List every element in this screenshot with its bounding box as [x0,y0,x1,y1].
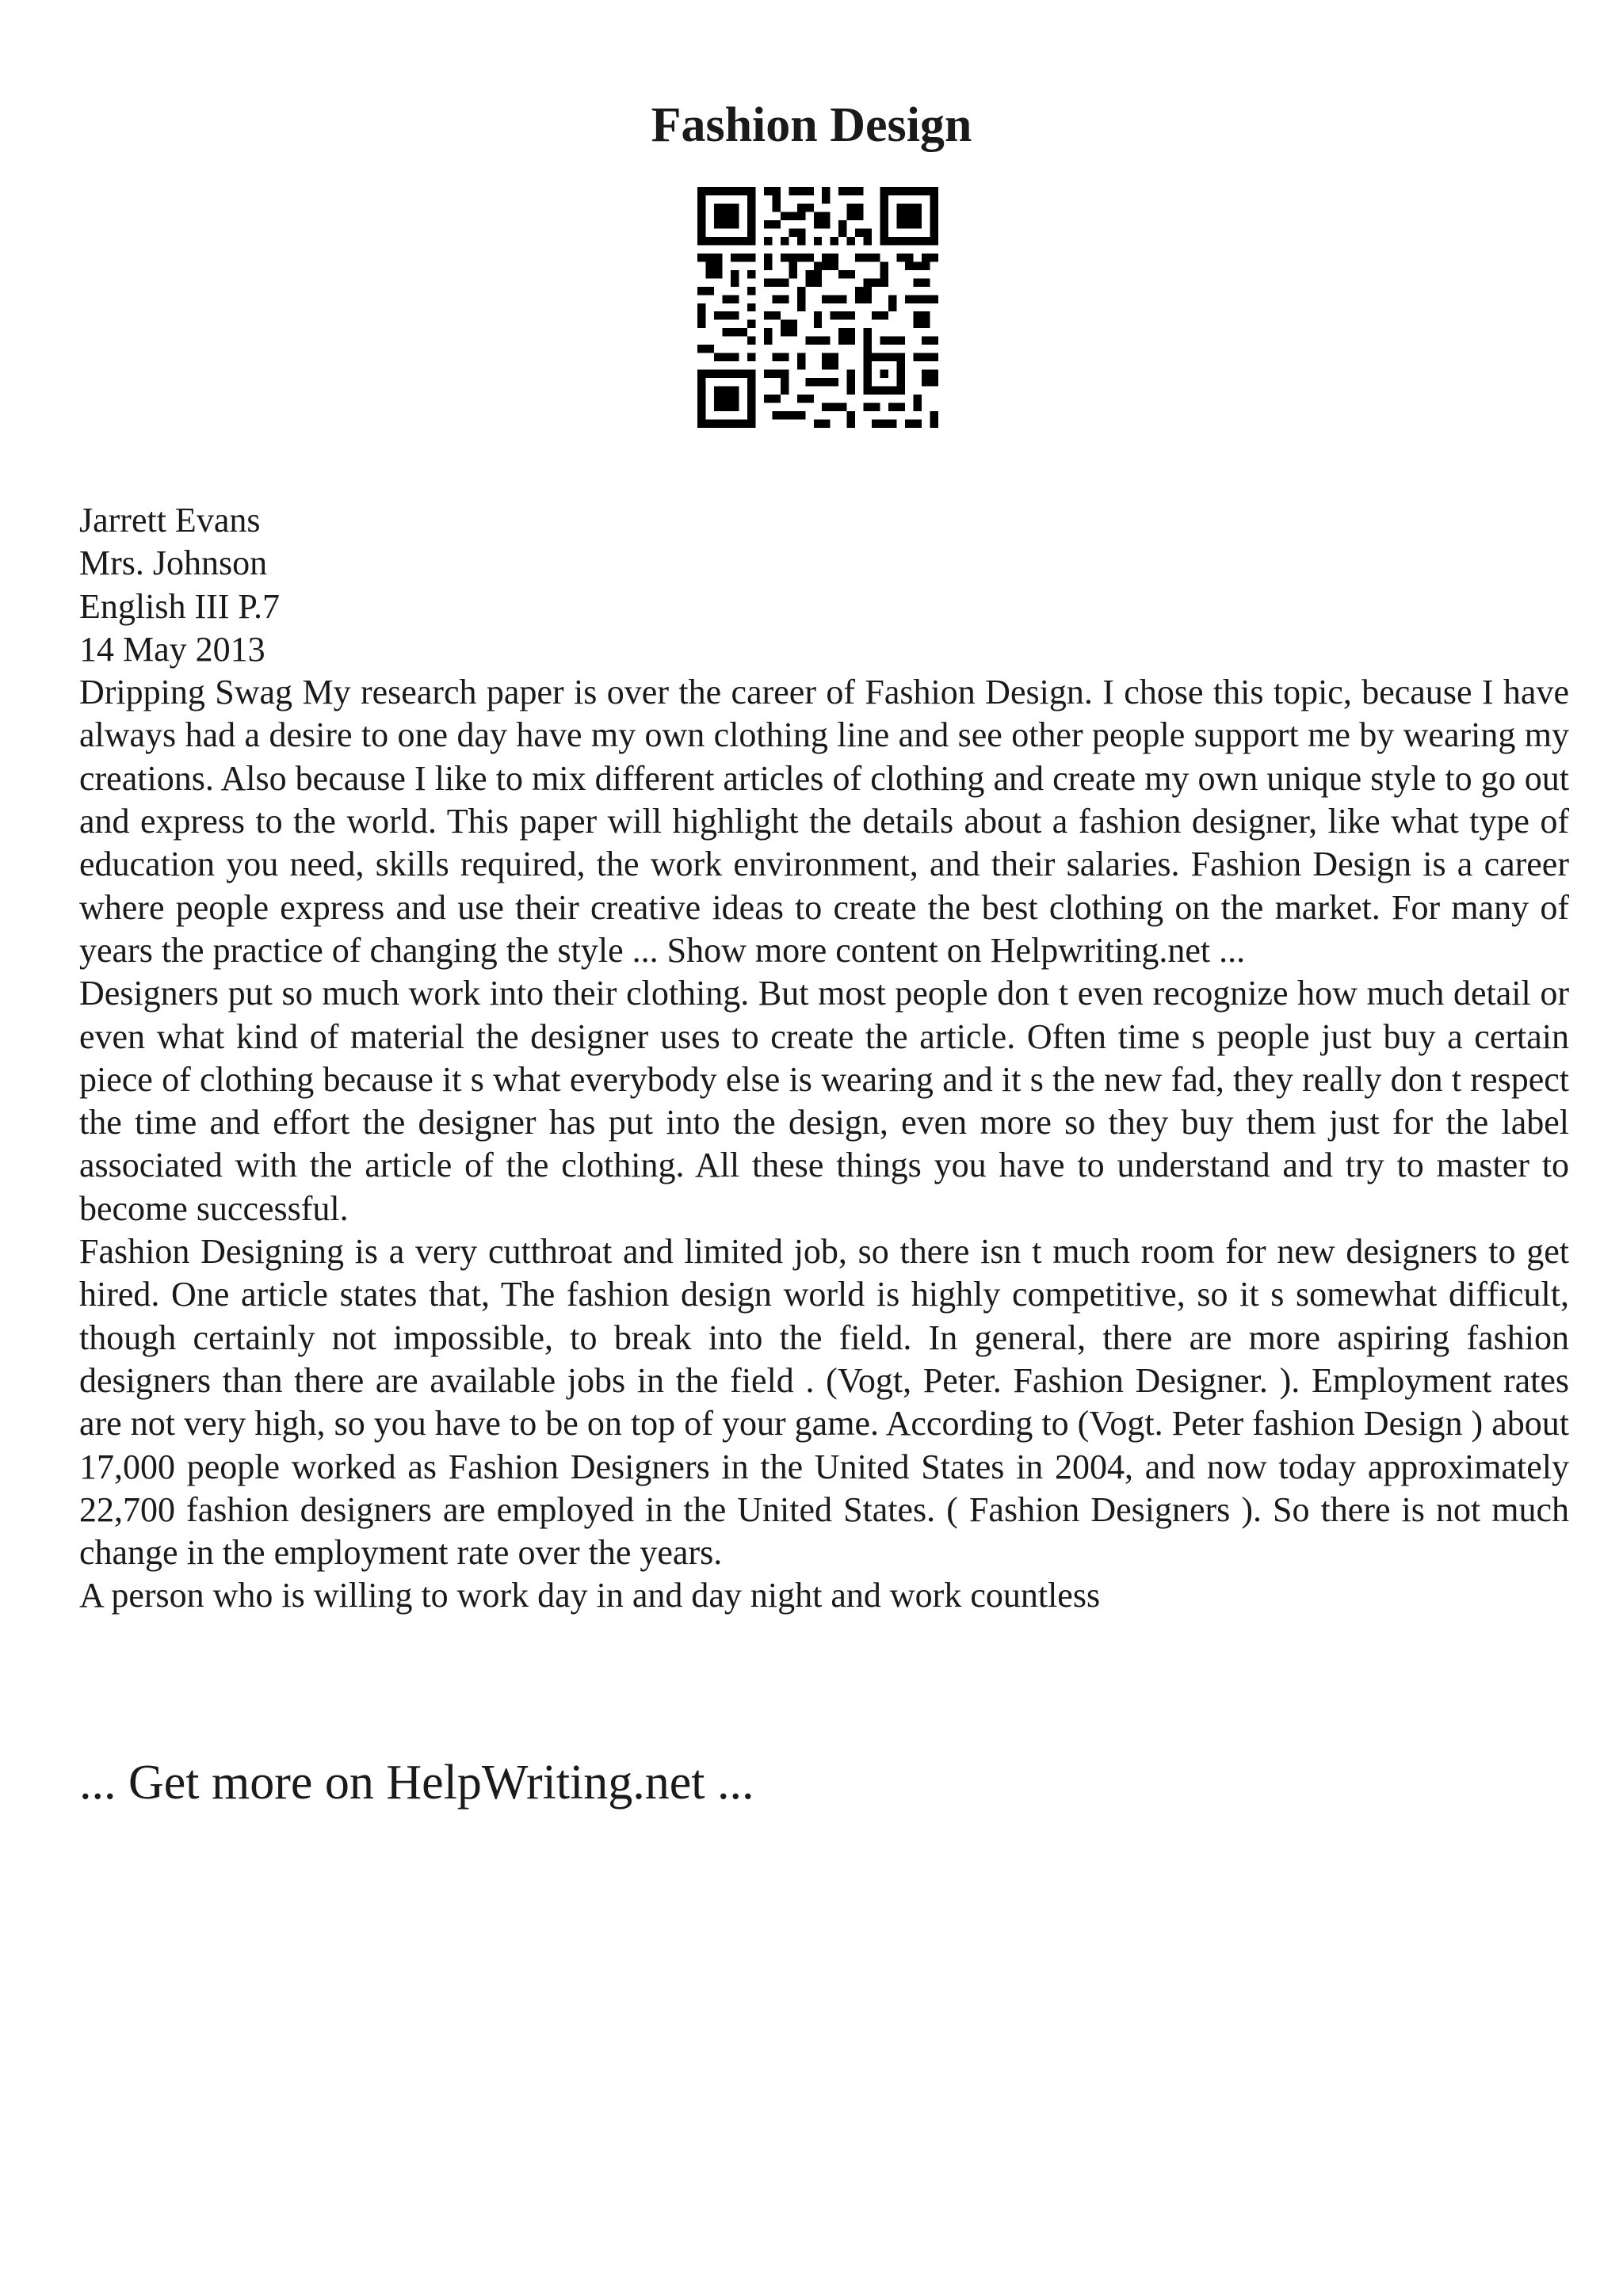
teacher-name: Mrs. Johnson [79,543,268,583]
author-name: Jarrett Evans [79,501,261,540]
paragraph-4: A person who is willing to work day in and day night and work countless [79,1576,1101,1615]
paragraph-3: Fashion Designing is a very cutthroat and limited job, so there isn t much room for new designers to get hired. One article states that, The fashion design world is highly competitive, so it s somewhat difficult, though certainly not impossible, to break into the field. In general, there are more aspiring fashion designers than there are available jobs in the field . (Vogt, Peter. Fashion Designer. ). Employment rates are not very high, so you have to be on top of your game. According to (Vogt. Peter fashion Design ) about 17,000 people worked as Fashion Designers in the United States in 2004, and now today approximately 22,700 fashion designers are employed in the United States. ( Fashion Designers ). So there is not much change in the employment rate over the years. [79,1232,1569,1573]
course-name: English III P.7 [79,586,280,626]
document-body [79,499,1569,1618]
document-date: 14 May 2013 [79,629,265,669]
get-more-link[interactable]: ... Get more on HelpWriting.net ... [79,1756,754,1810]
document-title: Fashion Design [651,98,972,152]
paragraph-2: Designers put so much work into their clothing. But most people don t even recognize how much detail or even what kind of material the designer uses to create the article. Often time s people just buy a certain piece of clothing because it s what everybody else is wearing and it s the new fad, they really don t respect the time and effort the designer has put into the design, even more so they buy them just for the label associated with the article of the clothing. All these things you have to understand and try to master to become successful. [79,974,1569,1228]
qr-code-icon [697,187,938,428]
paragraph-1: Dripping Swag My research paper is over the career of Fashion Design. I chose this topic, because I have always had a desire to one day have my own clothing line and see other people support me by wearing my creations. Also because I like to mix different articles of clothing and create my own unique style to go out and express to the world. This paper will highlight the details about a fashion designer, like what type of education you need, skills required, the work environment, and their salaries. Fashion Design is a career where people express and use their creative ideas to create the best clothing on the market. For many of years the practice of changing the style ... Show more content on Helpwriting.net ... [79,673,1569,970]
